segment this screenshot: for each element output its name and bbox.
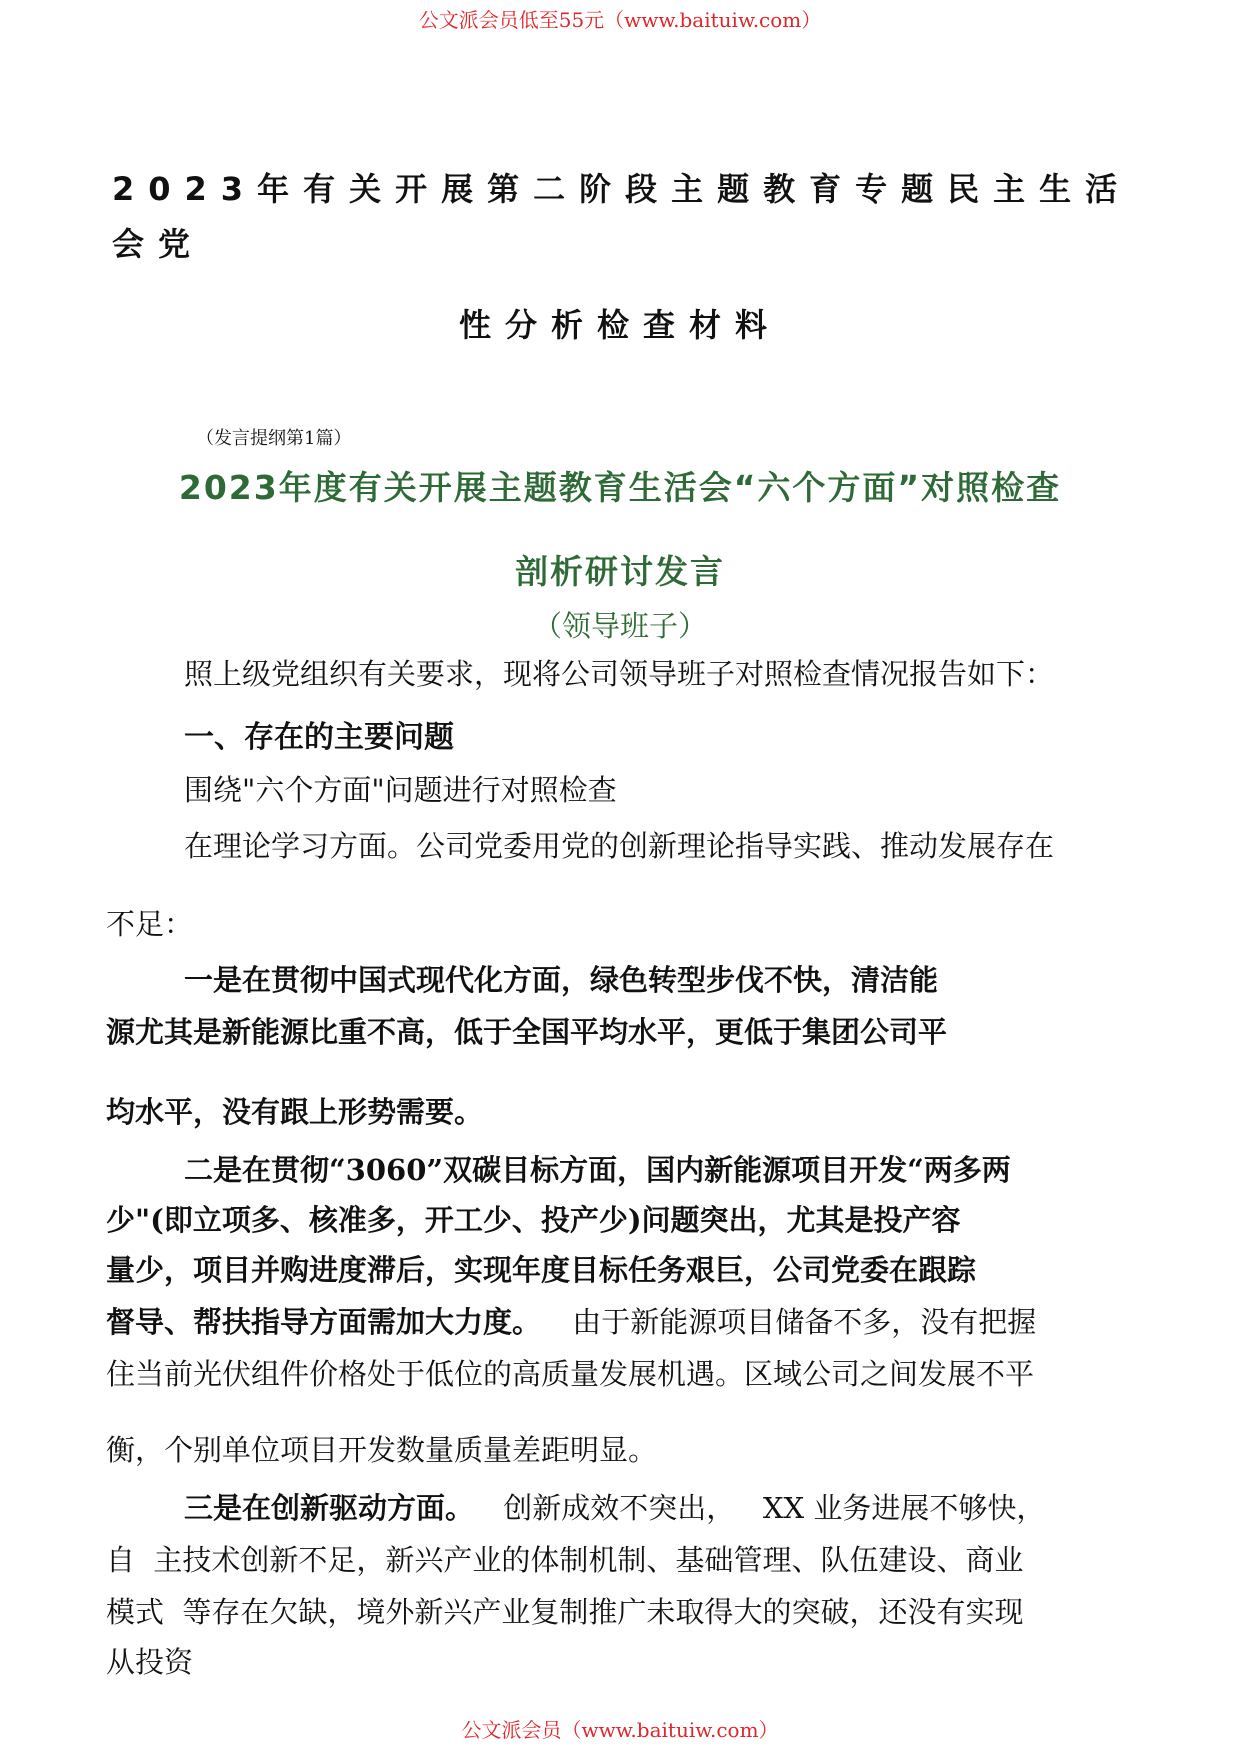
item1-line2: 源尤其是新能源比重不高，低于全国平均水平，更低于集团公司平 bbox=[106, 1015, 948, 1049]
section1-heading: 一、存在的主要问题 bbox=[184, 720, 454, 755]
speech-title-line1: 2023年度有关开展主题教育生活会“六个方面”对照检查 bbox=[178, 468, 1062, 507]
document-title-line1: 2023年有关开展第二阶段主题教育专题民主生活会党 bbox=[112, 170, 1132, 263]
item2-line4 bbox=[106, 1302, 1036, 1342]
item2-line1: 二是在贯彻“3060”双碳目标方面，国内新能源项目开发“两多两 bbox=[184, 1153, 1011, 1187]
item2-line3: 量少，项目并购进度滞后，实现年度目标任务艰巨，公司党委在跟踪 bbox=[106, 1253, 977, 1287]
item3-line1-bold: 三是在创新驱动方面。 bbox=[184, 1491, 475, 1525]
lead-paragraph: 围绕"六个方面"问题进行对照检查 bbox=[184, 773, 617, 807]
item1-line1: 一是在贯彻中国式现代化方面，绿色转型步伐不快，清洁能 bbox=[184, 963, 939, 997]
theory-line2: 不足： bbox=[106, 907, 194, 941]
speech-subtitle: （领导班子） bbox=[532, 609, 707, 643]
item3-line2: 自 主技术创新不足，新兴产业的体制机制、基础管理、队伍建设、商业 bbox=[106, 1543, 1024, 1577]
header-banner[interactable]: 公文派会员低至55元（www.baituiw.com） bbox=[418, 8, 822, 32]
speech-title-line2: 剖析研讨发言 bbox=[515, 552, 725, 591]
item2-line5: 住当前光伏组件价格处于低位的高质量发展机遇。区域公司之间发展不平 bbox=[106, 1357, 1035, 1391]
document-title bbox=[112, 162, 1132, 272]
intro-paragraph: 照上级党组织有关要求，现将公司领导班子对照检查情况报告如下： bbox=[184, 657, 1055, 691]
item3-line3: 模式 等存在欠缺，境外新兴产业复制推广未取得大的突破，还没有实现 bbox=[106, 1595, 1024, 1629]
item2-line2: 少"(即立项多、核准多，开工少、投产少)问题突出，尤其是投产容 bbox=[106, 1203, 961, 1237]
document-title-line2: 性分析检查材料 bbox=[458, 306, 781, 344]
footer-banner[interactable]: 公文派会员（www.baituiw.com） bbox=[461, 1718, 779, 1742]
item2-line4-normal: 由于新能源项目储备不多，没有把握 bbox=[572, 1305, 1037, 1339]
item2-line6: 衡，个别单位项目开发数量质量差距明显。 bbox=[106, 1433, 658, 1467]
item3-line4: 从投资 bbox=[106, 1645, 194, 1679]
item2-line4-bold: 督导、帮扶指导方面需加大力度。 bbox=[106, 1305, 542, 1339]
item1-line3: 均水平，没有跟上形势需要。 bbox=[106, 1095, 484, 1129]
draft-note: （发言提纲第1篇） bbox=[196, 428, 352, 449]
item3-line1-normal: 创新成效不突出， XX 业务进展不够快， bbox=[503, 1491, 1046, 1525]
item3-line1 bbox=[184, 1488, 1045, 1528]
theory-line1: 在理论学习方面。公司党委用党的创新理论指导实践、推动发展存在 bbox=[184, 829, 1055, 863]
